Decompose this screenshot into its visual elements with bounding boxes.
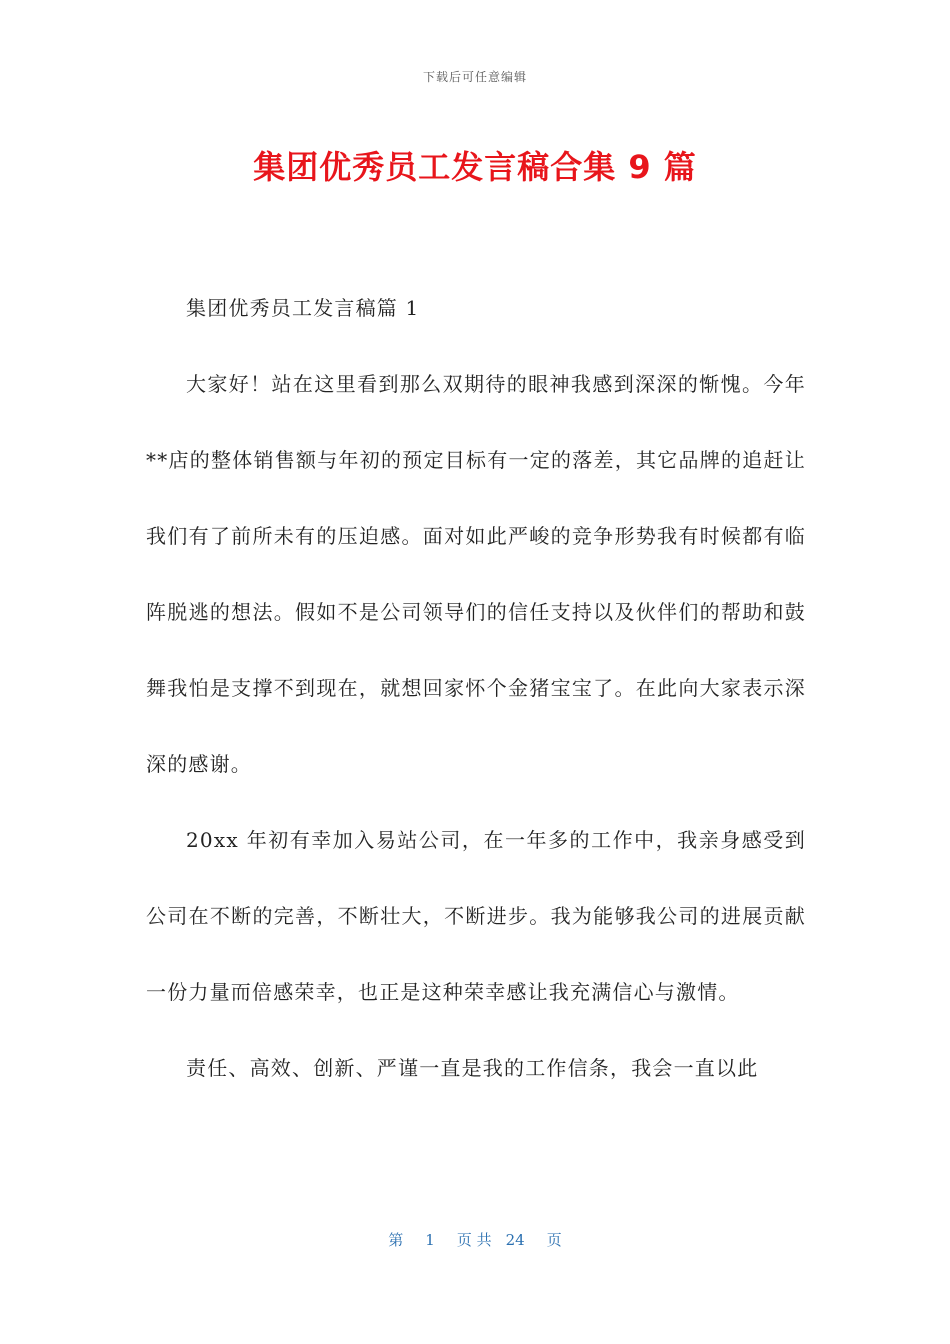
page-label-prefix: 第 [388, 1231, 404, 1249]
page-label-suffix: 页 [546, 1231, 562, 1249]
paragraph: 大家好！站在这里看到那么双期待的眼神我感到深深的惭愧。今年**店的整体销售额与年初的预定目标有一定的落差，其它品牌的追赶让我们有了前所未有的压迫感。面对如此严峻的竞争形势我有时候都有临阵脱逃的想法。假如不是公司领导们的信任支持以及伙伴们的帮助和鼓舞我怕是支撑不到现在，就想回家怀个金猪宝宝了。在此向大家表示深深的感谢。 [146, 372, 806, 776]
page-footer [0, 1229, 950, 1250]
document-body [146, 270, 806, 1106]
section-heading: 集团优秀员工发言稿篇 1 [186, 296, 420, 320]
page-label-mid: 页 共 [456, 1231, 492, 1249]
header-note: 下载后可任意编辑 [422, 70, 527, 84]
total-pages-number: 24 [505, 1231, 525, 1249]
document-title: 集团优秀员工发言稿合集 9 篇 [253, 148, 697, 186]
paragraph: 责任、高效、创新、严谨一直是我的工作信条，我会一直以此 [186, 1056, 759, 1080]
paragraph: 20xx 年初有幸加入易站公司，在一年多的工作中，我亲身感受到公司在不断的完善，不断壮大，不断进步。我为能够我公司的进展贡献一份力量而倍感荣幸，也正是这种荣幸感让我充满信心与激情。 [146, 828, 806, 1004]
current-page-number: 1 [425, 1231, 435, 1249]
